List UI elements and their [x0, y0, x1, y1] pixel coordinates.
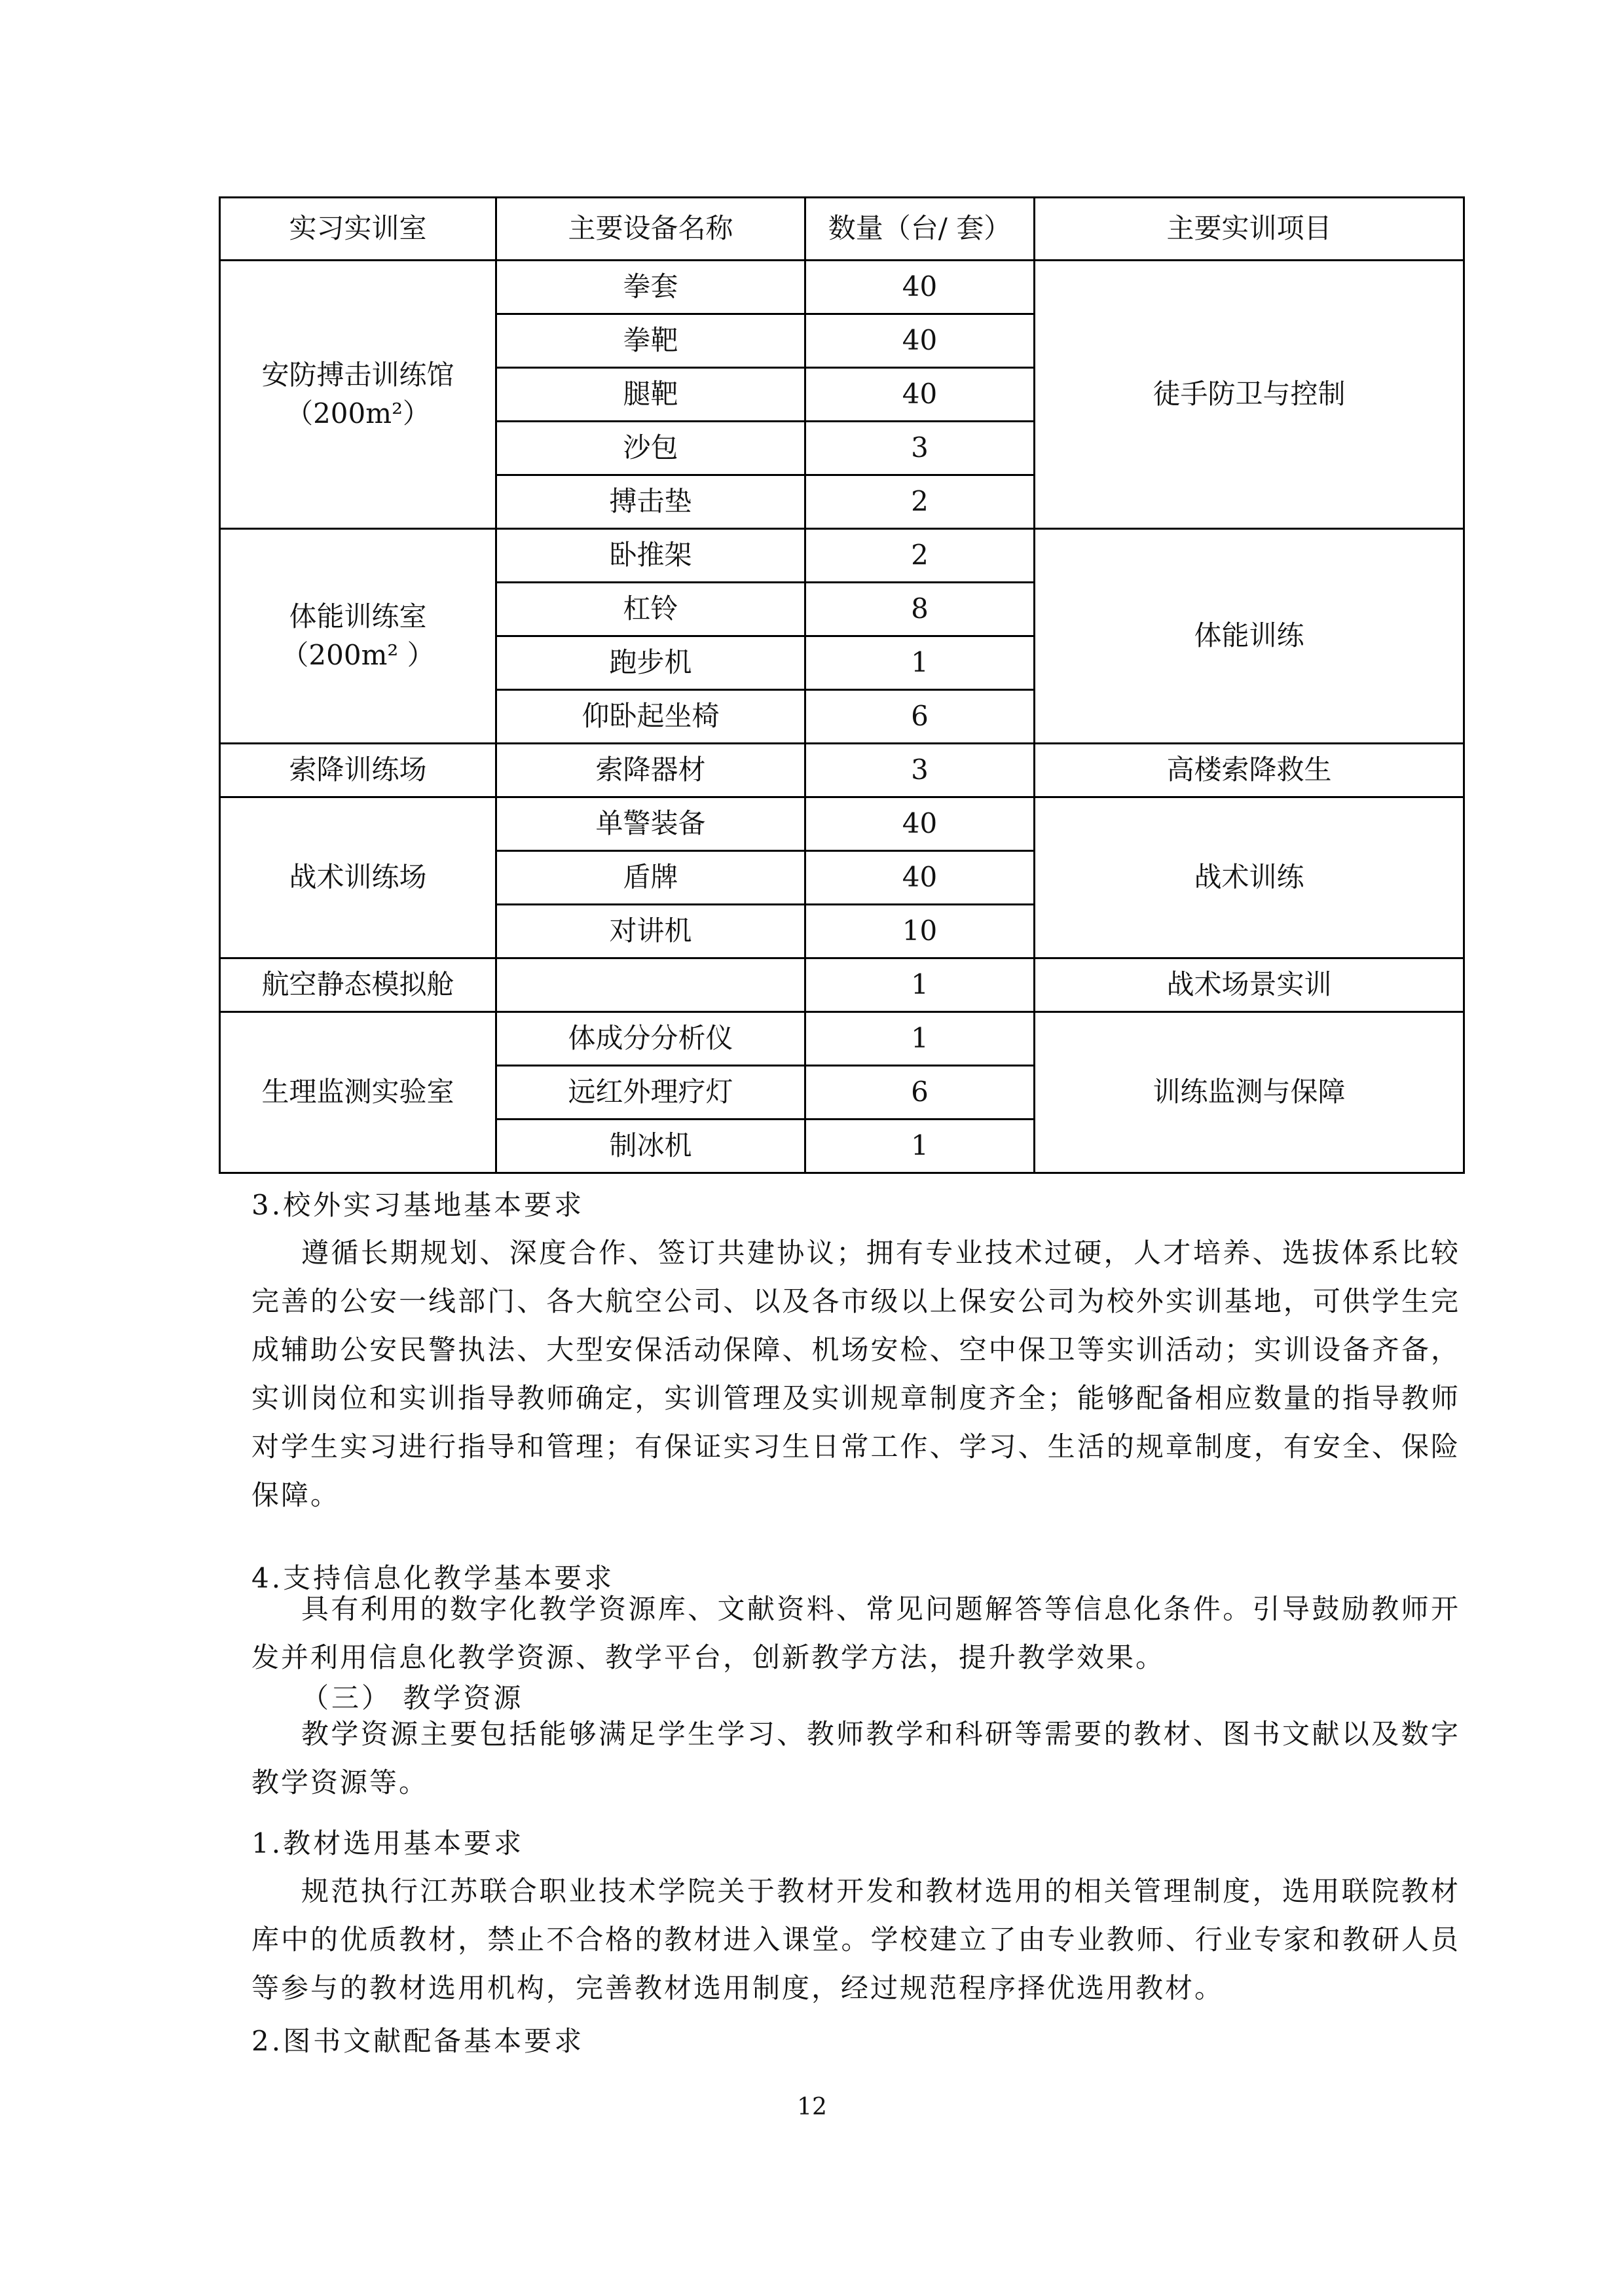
- equipment-name-cell: 卧推架: [496, 529, 805, 583]
- equipment-name-cell: [496, 958, 805, 1012]
- quantity-cell: 1: [805, 1012, 1035, 1066]
- quantity-cell: 2: [805, 529, 1035, 583]
- header-equipment: 主要设备名称: [496, 198, 805, 261]
- teaching-resources-heading: （三） 教学资源: [301, 1682, 524, 1714]
- equipment-name-cell: 跑步机: [496, 636, 805, 690]
- table-row: [220, 261, 1464, 314]
- room-cell: [220, 1012, 496, 1173]
- quantity-cell: 40: [805, 797, 1035, 851]
- section-4-heading: 4.支持信息化教学基本要求: [251, 1562, 615, 1594]
- project-cell: 训练监测与保障: [1035, 1012, 1464, 1173]
- table-row: [220, 529, 1464, 583]
- project-cell: 战术场景实训: [1035, 958, 1464, 1012]
- equipment-table: [219, 196, 1465, 1174]
- quantity-cell: 40: [805, 314, 1035, 368]
- table-row: [220, 744, 1464, 797]
- project-cell: 体能训练: [1035, 529, 1464, 744]
- quantity-cell: 1: [805, 1120, 1035, 1173]
- equipment-name-cell: 对讲机: [496, 905, 805, 958]
- room-name: 安防搏击训练馆: [261, 359, 454, 392]
- table-row: [220, 797, 1464, 851]
- section-3-heading: 3.校外实习基地基本要求: [251, 1189, 585, 1221]
- quantity-cell: 6: [805, 1066, 1035, 1120]
- equipment-name-cell: 腿靶: [496, 368, 805, 422]
- equipment-name-cell: 拳套: [496, 261, 805, 314]
- equipment-table-container: [219, 196, 1465, 1174]
- page-number: 12: [797, 2094, 827, 2121]
- project-cell: 战术训练: [1035, 797, 1464, 958]
- header-room: 实习实训室: [220, 198, 496, 261]
- quantity-cell: 1: [805, 958, 1035, 1012]
- room-cell: [220, 797, 496, 958]
- room-name: 生理监测实验室: [261, 1076, 454, 1108]
- table-header-row: [220, 198, 1464, 261]
- section-4-body: 具有利用的数字化教学资源库、文献资料、常见问题解答等信息化条件。引导鼓励教师开发并利用信息化教学资源、教学平台，创新教学方法，提升教学效果。: [251, 1593, 1460, 1673]
- room-name: 战术训练场: [289, 861, 427, 894]
- equipment-name-cell: 盾牌: [496, 851, 805, 905]
- room-cell: [220, 529, 496, 744]
- quantity-cell: 2: [805, 475, 1035, 529]
- equipment-name-cell: 体成分分析仪: [496, 1012, 805, 1066]
- room-cell: [220, 744, 496, 797]
- quantity-cell: 40: [805, 851, 1035, 905]
- room-area: （200m² ）: [281, 638, 435, 671]
- quantity-cell: 8: [805, 583, 1035, 636]
- room-cell: [220, 958, 496, 1012]
- teaching-resources-body: 教学资源主要包括能够满足学生学习、教师教学和科研等需要的教材、图书文献以及数字教学资源等。: [251, 1718, 1460, 1798]
- table-row: [220, 1012, 1464, 1066]
- equipment-name-cell: 单警装备: [496, 797, 805, 851]
- project-cell: 徒手防卫与控制: [1035, 261, 1464, 529]
- quantity-cell: 1: [805, 636, 1035, 690]
- equipment-name-cell: 制冰机: [496, 1120, 805, 1173]
- textbook-heading: 1.教材选用基本要求: [251, 1827, 525, 1859]
- textbook-body: 规范执行江苏联合职业技术学院关于教材开发和教材选用的相关管理制度，选用联院教材库中的优质教材，禁止不合格的教材进入课堂。学校建立了由专业教师、行业专家和教研人员等参与的教材选用机构，完善教材选用制度，经过规范程序择优选用教材。: [251, 1875, 1460, 2004]
- section-3-body: 遵循长期规划、深度合作、签订共建协议；拥有专业技术过硬，人才培养、选拔体系比较完善的公安一线部门、各大航空公司、以及各市级以上保安公司为校外实训基地，可供学生完成辅助公安民警执法、大型安保活动保障、机场安检、空中保卫等实训活动；实训设备齐备，实训岗位和实训指导教师确定，实训管理及实训规章制度齐全；能够配备相应数量的指导教师对学生实习进行指导和管理；有保证实习生日常工作、学习、生活的规章制度，有安全、保险保障。: [251, 1237, 1460, 1511]
- equipment-name-cell: 拳靶: [496, 314, 805, 368]
- room-area: （200m²）: [286, 397, 430, 429]
- table-row: [220, 958, 1464, 1012]
- room-name: 索降训练场: [289, 754, 427, 786]
- equipment-name-cell: 搏击垫: [496, 475, 805, 529]
- equipment-name-cell: 沙包: [496, 422, 805, 475]
- equipment-name-cell: 仰卧起坐椅: [496, 690, 805, 744]
- quantity-cell: 10: [805, 905, 1035, 958]
- library-heading: 2.图书文献配备基本要求: [251, 2025, 585, 2057]
- quantity-cell: 3: [805, 422, 1035, 475]
- quantity-cell: 40: [805, 261, 1035, 314]
- equipment-name-cell: 索降器材: [496, 744, 805, 797]
- room-name: 航空静态模拟舱: [261, 968, 454, 1001]
- room-name: 体能训练室: [289, 600, 427, 633]
- quantity-cell: 6: [805, 690, 1035, 744]
- quantity-cell: 3: [805, 744, 1035, 797]
- equipment-name-cell: 远红外理疗灯: [496, 1066, 805, 1120]
- header-quantity: 数量（台/ 套）: [805, 198, 1035, 261]
- project-cell: 高楼索降救生: [1035, 744, 1464, 797]
- header-project: 主要实训项目: [1035, 198, 1464, 261]
- room-cell: [220, 261, 496, 529]
- equipment-name-cell: 杠铃: [496, 583, 805, 636]
- quantity-cell: 40: [805, 368, 1035, 422]
